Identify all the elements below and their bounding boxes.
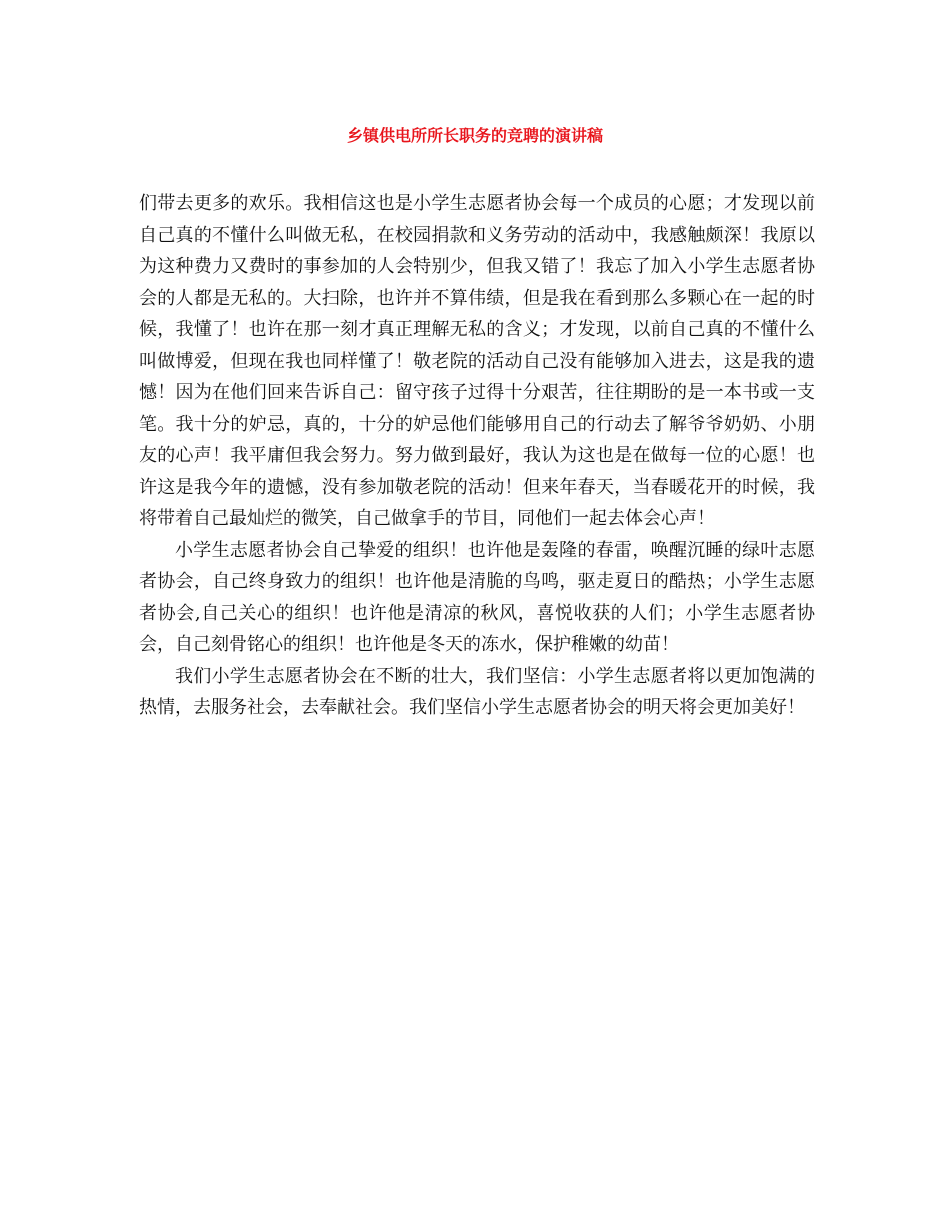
document-title: 乡镇供电所所长职务的竞聘的演讲稿 [346,126,603,145]
paragraph-3: 我们小学生志愿者协会在不断的壮大，我们坚信：小学生志愿者将以更加饱满的热情，去服务社会，去奉献社会。我们坚信小学生志愿者协会的明天将会更加美好！ [139,665,815,718]
paragraph-1: 们带去更多的欢乐。我相信这也是小学生志愿者协会每一个成员的心愿；才发现以前自己真的不懂什么叫做无私，在校园捐款和义务劳动的活动中，我感触颇深！我原以为这种费力又费时的事参加的人会特别少，但我又错了！我忘了加入小学生志愿者协会的人都是无私的。大扫除，也许并不算伟绩，但是我在看到那么多颗心在一起的时候，我懂了！也许在那一刻才真正理解无私的含义；才发现，以前自己真的不懂什么叫做博爱，但现在我也同样懂了！敬老院的活动自己没有能够加入进去，这是我的遗憾！因为在他们回来告诉自己：留守孩子过得十分艰苦，往往期盼的是一本书或一支笔。我十分的妒忌，真的，十分的妒忌他们能够用自己的行动去了解爷爷奶奶、小朋友的心声！我平庸但我会努力。努力做到最好，我认为这也是在做每一位的心愿！也许这是我今年的遗憾，没有参加敬老院的活动！但来年春天，当春暖花开的时候，我将带着自己最灿烂的微笑，自己做拿手的节目，同他们一起去体会心声！ [139,193,815,529]
document-body [139,188,815,724]
paragraph-2: 小学生志愿者协会自己挚爱的组织！也许他是轰隆的春雷，唤醒沉睡的绿叶志愿者协会，自己终身致力的组织！也许他是清脆的鸟鸣，驱走夏日的酷热；小学生志愿者协会,自己关心的组织！也许他是清凉的秋风，喜悦收获的人们；小学生志愿者协会，自己刻骨铭心的组织！也许他是冬天的冻水，保护稚嫩的幼苗！ [139,539,815,655]
